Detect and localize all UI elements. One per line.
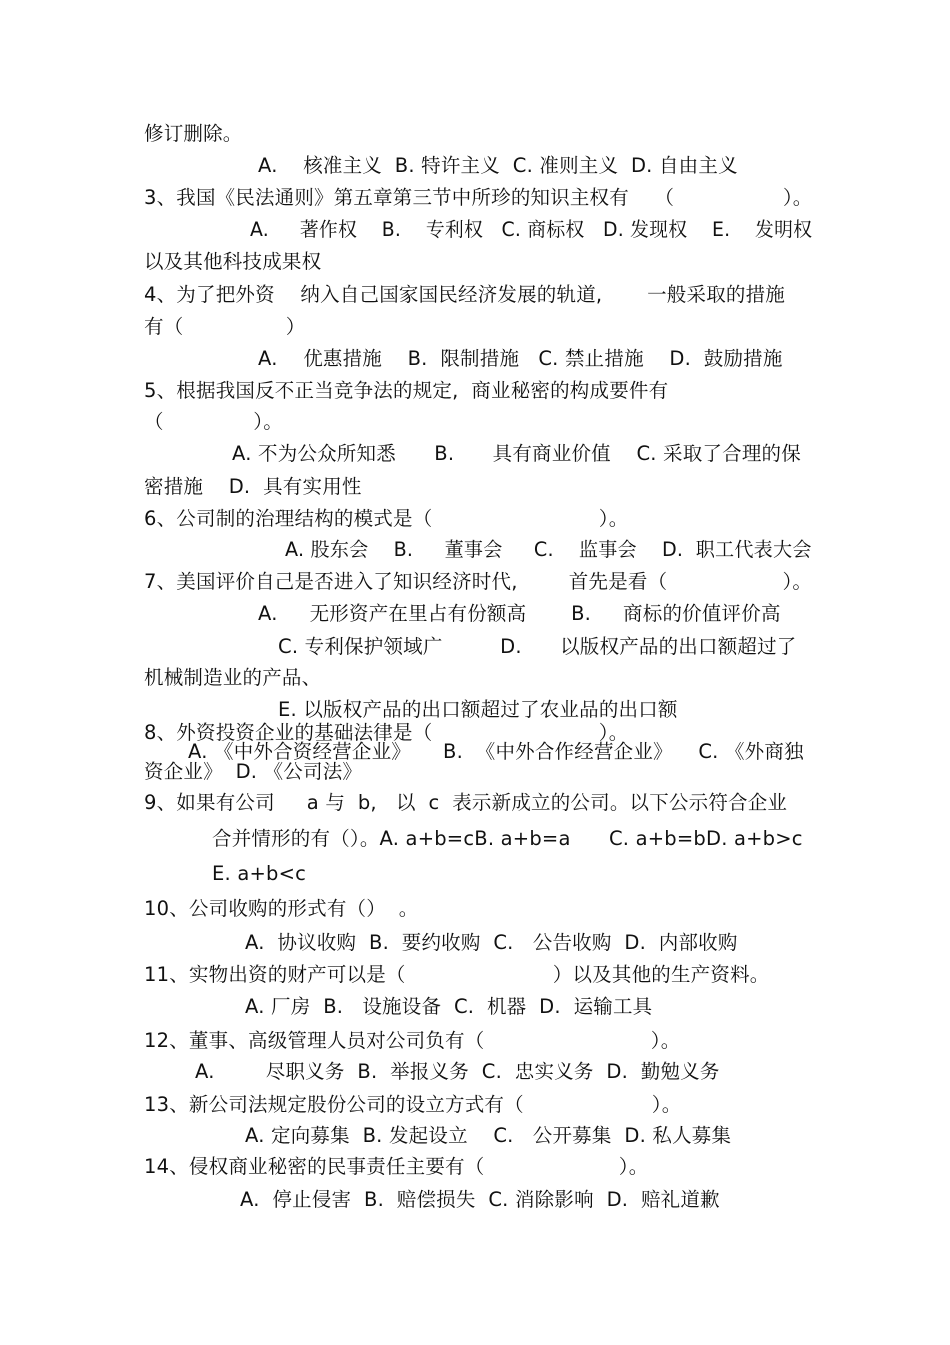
options-line: A. 停止侵害 B. 赔偿损失 C. 消除影响 D. 赔礼道歉 (240, 1188, 720, 1211)
options-line: A. 《中外合资经营企业》 B. 《中外合作经营企业》 C. 《外商独 (188, 740, 804, 763)
options-line: E. a+b<c (212, 862, 307, 885)
question-8: 8、外资投资企业的基础法律是（ ）。 (144, 721, 629, 744)
question-6: 6、公司制的治理结构的模式是（ ）。 (144, 507, 629, 530)
options-line: A. 无形资产在里占有份额高 B. 商标的价值评价高 (258, 602, 781, 625)
options-line: A. 优惠措施 B. 限制措施 C. 禁止措施 D. 鼓励措施 (258, 347, 783, 370)
question-3: 3、我国《民法通则》第五章第三节中所珍的知识主权有 （ ）。 (144, 186, 813, 209)
options-line: 合并情形的有（）。A. a+b=cB. a+b=a C. a+b=bD. a+b>c (212, 827, 803, 850)
question-12: 12、董事、高级管理人员对公司负有（ ）。 (144, 1029, 681, 1052)
options-line: A. 不为公众所知悉 B. 具有商业价值 C. 采取了合理的保 (232, 442, 801, 465)
question-4: 4、为了把外资 纳入自己国家国民经济发展的轨道, 一般采取的措施 (144, 283, 785, 306)
question-5: 5、根据我国反不正当竞争法的规定, 商业秘密的构成要件有 (144, 379, 669, 402)
question-11: 11、实物出资的财产可以是（ ）以及其他的生产资料。 (144, 963, 770, 986)
question-10: 10、公司收购的形式有（） 。 (144, 897, 419, 920)
question-7: 7、美国评价自己是否进入了知识经济时代, 首先是看（ ）。 (144, 570, 813, 593)
text-line: 有（ ） (144, 315, 306, 338)
text-line: 修订删除。 (144, 122, 243, 145)
question-9: 9、如果有公司 a 与 b, 以 c 表示新成立的公司。以下公示符合企业 (144, 791, 788, 814)
question-13: 13、新公司法规定股份公司的设立方式有（ ）。 (144, 1093, 682, 1116)
text-line: 密措施 D. 具有实用性 (144, 475, 362, 498)
options-line: A. 核准主义 B. 特许主义 C. 准则主义 D. 自由主义 (258, 154, 738, 177)
options-line: A. 股东会 B. 董事会 C. 监事会 D. 职工代表大会 (285, 538, 812, 561)
text-line: 资企业》 D. 《公司法》 (144, 760, 363, 783)
options-line: A. 定向募集 B. 发起设立 C. 公开募集 D. 私人募集 (245, 1124, 732, 1147)
text-line: 以及其他科技成果权 (144, 250, 322, 273)
options-line: A. 尽职义务 B. 举报义务 C. 忠实义务 D. 勤勉义务 (195, 1060, 720, 1083)
options-line: A. 协议收购 B. 要约收购 C. 公告收购 D. 内部收购 (245, 931, 738, 954)
text-line: 机械制造业的产品、 (144, 666, 322, 689)
options-line: A. 厂房 B. 设施设备 C. 机器 D. 运输工具 (245, 995, 653, 1018)
options-line: E. 以版权产品的出口额超过了农业品的出口额 (278, 698, 678, 721)
options-line: C. 专利保护领域广 D. 以版权产品的出口额超过了 (278, 635, 797, 658)
question-14: 14、侵权商业秘密的民事责任主要有（ ）。 (144, 1155, 649, 1178)
text-line: （ ）。 (144, 410, 283, 433)
options-line: A. 著作权 B. 专利权 C. 商标权 D. 发现权 E. 发明权 (250, 218, 813, 241)
